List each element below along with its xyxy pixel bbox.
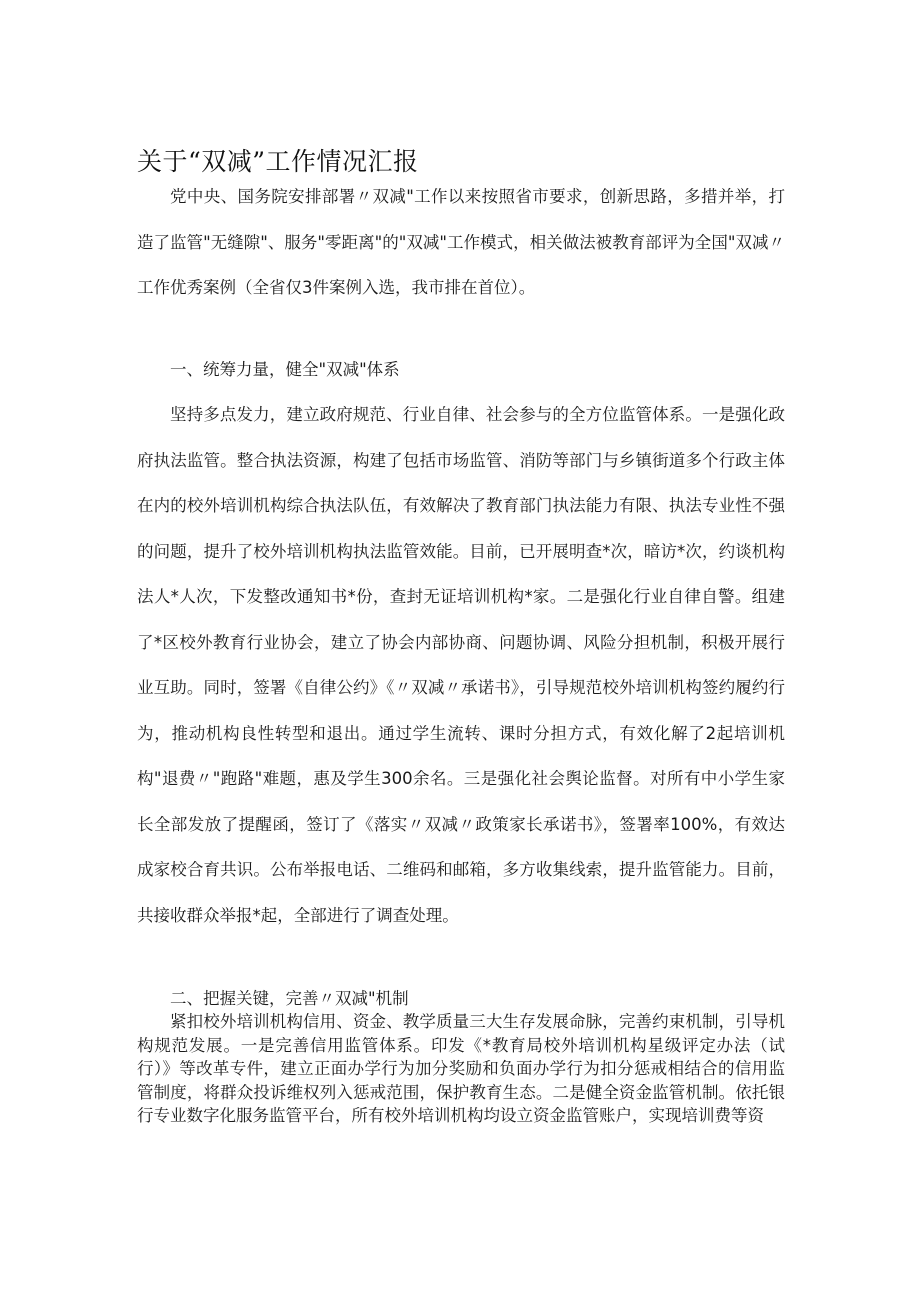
intro-paragraph xyxy=(137,174,785,311)
document-title: 关于“双减”工作情况汇报 xyxy=(137,147,419,176)
section-1-body-text: 坚持多点发力，建立政府规范、行业自律、社会参与的全方位监管体系。一是强化政府执法监管。整合执法资源，构建了包括市场监管、消防等部门与乡镇街道多个行政主体在内的校外培训机构综合执法队伍，有效解决了教育部门执法能力有限、执法专业性不强的问题，提升了校外培训机构执法监管效能。目前，已开展明查*次，暗访*次，约谈机构法人*人次，下发整改通知书*份，查封无证培训机构*家。二是强化行业自律自警。组建了*区校外教育行业协会，建立了协会内部协商、问题协调、风险分担机制，积极开展行业互助。同时，签署《自律公约》《〃双减〃承诺书》，引导规范校外培训机构签约履约行为，推动机构良性转型和退出。通过学生流转、课时分担方式，有效化解了2起培训机构"退费〃"跑路"难题，惠及学生300余名。三是强化社会舆论监督。对所有中小学生家长全部发放了提醒函，签订了《落实〃双减〃政策家长承诺书》，签署率100%，有效达成家校合育共识。公布举报电话、二维码和邮箱，多方收集线索，提升监管能力。目前，共接收群众举报*起，全部进行了调查处理。 xyxy=(137,405,785,925)
section-2-body-text: 紧扣校外培训机构信用、资金、教学质量三大生存发展命脉，完善约束机制，引导机构规范发展。一是完善信用监管体系。印发《*教育局校外培训机构星级评定办法（试行）》等改革专件，建立正面办学行为加分奖励和负面办学行为扣分惩戒相结合的信用监管制度，将群众投诉维权列入惩戒范围，保护教育生态。二是健全资金监管机制。依托银行专业数字化服务监管平台，所有校外培训机构均设立资金监管账户，实现培训费等资 xyxy=(137,1012,785,1125)
section-2-heading-text: 二、把握关键，完善〃双减"机制 xyxy=(170,989,409,1008)
section-1-heading xyxy=(137,347,785,393)
intro-text: 党中央、国务院安排部署〃双减"工作以来按照省市要求，创新思路，多措并举，打造了监管"无缝隙"、服务"零距离"的"双减"工作模式，相关做法被教育部评为全国"双减〃工作优秀案例（全省仅3件案例入选，我市排在首位）。 xyxy=(137,187,785,297)
section-1-body xyxy=(137,392,785,938)
section-2-body xyxy=(137,1010,785,1128)
section-1-heading-text: 一、统筹力量，健全"双减"体系 xyxy=(170,360,400,379)
